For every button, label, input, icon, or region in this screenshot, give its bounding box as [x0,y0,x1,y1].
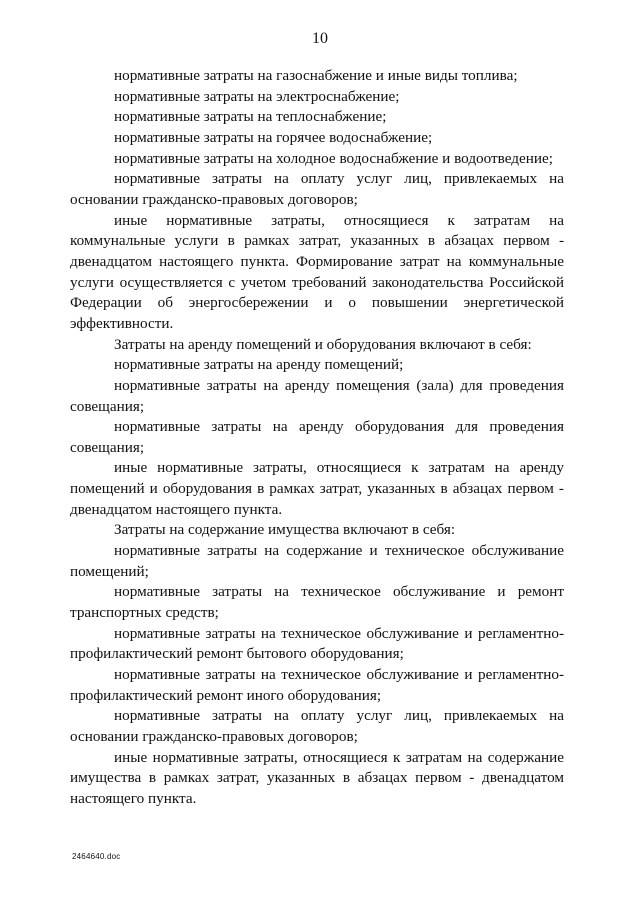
document-body [70,66,564,810]
paragraph: нормативные затраты на техническое обслуживание и ремонт транспортных средств; [70,583,564,622]
paragraph: нормативные затраты на содержание и техническое обслуживание помещений; [70,542,564,580]
paragraph: нормативные затраты на теплоснабжение; [114,108,387,126]
paragraph: нормативные затраты на аренду помещения (зала) для проведения совещания; [70,376,564,415]
paragraph: нормативные затраты на горячее водоснабжение; [114,128,433,146]
page-number: 10 [312,30,328,47]
paragraph: нормативные затраты на аренду помещений; [114,356,404,374]
paragraph: нормативные затраты на холодное водоснабжение и водоотведение; [114,149,553,167]
section-heading-paragraph: Затраты на аренду помещений и оборудования включают в себя: [114,335,532,353]
paragraph: иные нормативные затраты, относящиеся к затратам на аренду помещений и оборудования в рамках затрат, указанных в абзацах первом - двенадцатом настоящего пункта. [70,459,564,518]
paragraph: иные нормативные затраты, относящиеся к затратам на коммунальные услуги в рамках затрат, указанных в абзацах первом - двенадцатом настоящего пункта. Формирование затрат на коммунальные услуги осуществляется с учетом требований законодательства Российской Федерации об энергосбережении и о повышении энергетической эффективности. [70,211,564,332]
paragraph: нормативные затраты на газоснабжение и иные виды топлива; [114,67,518,84]
paragraph: нормативные затраты на оплату услуг лиц, привлекаемых на основании гражданско-правовых договоров; [70,707,564,745]
paragraph: нормативные затраты на техническое обслуживание и регламентно-профилактический ремонт иного оборудования; [70,666,564,704]
paragraph: нормативные затраты на аренду оборудования для проведения совещания; [70,418,564,456]
section-heading-paragraph: Затраты на содержание имущества включают в себя: [114,521,456,539]
paragraph: нормативные затраты на оплату услуг лиц, привлекаемых на основании гражданско-правовых договоров; [70,170,564,208]
paragraph: иные нормативные затраты, относящиеся к затратам на содержание имущества в рамках затрат, указанных в абзацах первом - двенадцатом настоящего пункта. [70,748,564,807]
paragraph: нормативные затраты на техническое обслуживание и регламентно-профилактический ремонт бытового оборудования; [70,624,564,663]
footer-filename: 2464640.doc [72,852,121,861]
paragraph: нормативные затраты на электроснабжение; [114,87,400,105]
